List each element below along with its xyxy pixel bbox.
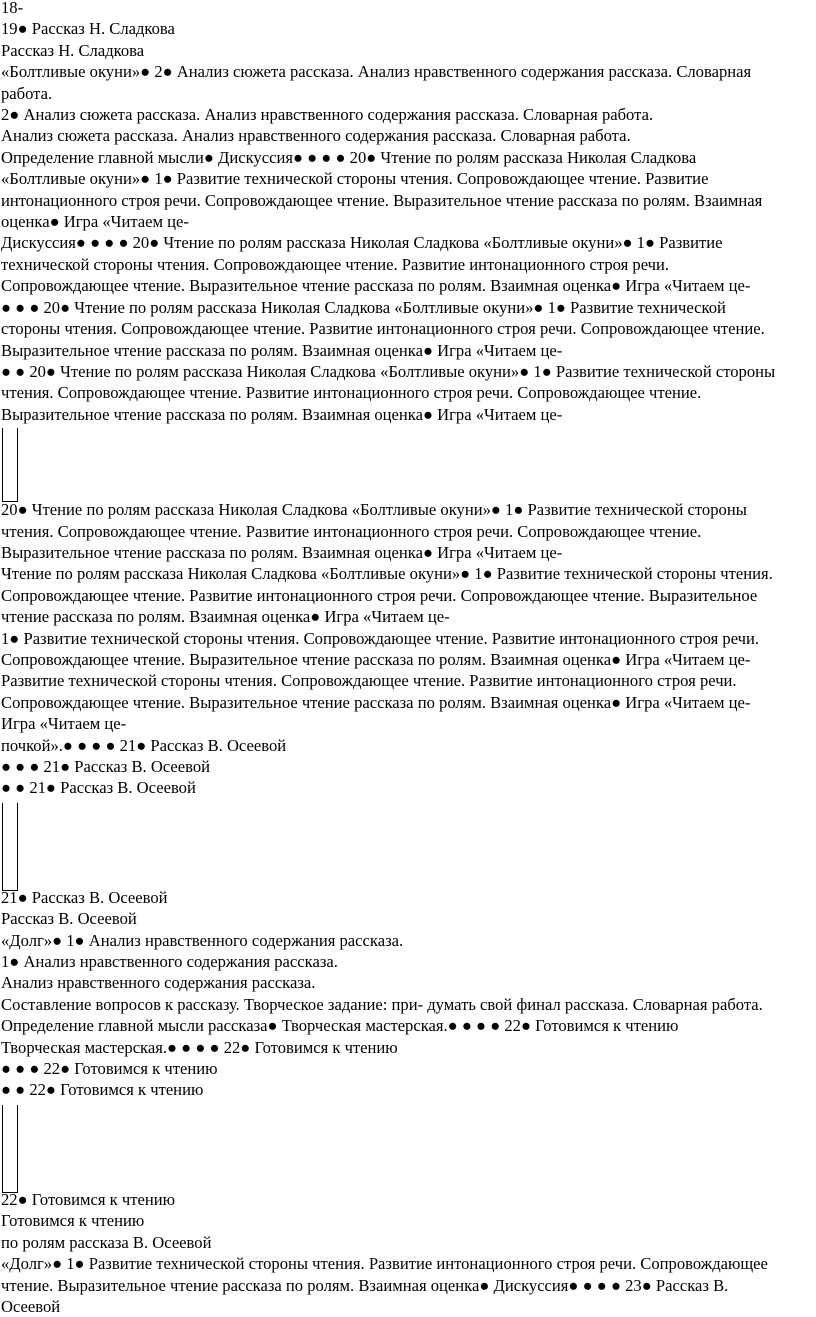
text-line: почкой».● ● ● ● 21● Рассказ В. Осеевой: [1, 735, 287, 755]
text-line: чтения. Сопровождающее чтение. Развитие интонационного строя речи. Сопровождающее чтение.: [1, 383, 702, 403]
text-line: 18-: [1, 0, 24, 17]
text-line: Определение главной мысли● Дискуссия● ● ● ● 20● Чтение по ролям рассказа Николая Сладкова: [1, 147, 697, 167]
text-line: Сопровождающее чтение. Выразительное чтение рассказа по ролям. Взаимная оценка● Игра «Читаем це-: [1, 692, 751, 712]
text-line: ● ● ● 22● Готовимся к чтению: [1, 1059, 218, 1079]
text-line: Дискуссия● ● ● ● 20● Чтение по ролям рассказа Николая Сладкова «Болтливые окуни»● 1● Развитие: [1, 233, 723, 253]
text-line: «Болтливые окуни»● 2● Анализ сюжета рассказа. Анализ нравственного содержания рассказа. Словарная: [1, 62, 752, 82]
text-line: ● ● ● 21● Рассказ В. Осеевой: [1, 757, 211, 776]
table-cell-border: [2, 803, 18, 891]
text-line: 22● Готовимся к чтению: [1, 1189, 175, 1209]
text-line: Рассказ Н. Сладкова: [1, 40, 145, 60]
text-line: 1● Развитие технической стороны чтения. Сопровождающее чтение. Развитие интонационного строя речи.: [1, 628, 760, 648]
text-line: ● ● 21● Рассказ В. Осеевой: [1, 778, 196, 798]
text-line: стороны чтения. Сопровождающее чтение. Развитие интонационного строя речи. Сопровождающее чтение.: [1, 319, 765, 339]
text-line: Осеевой: [1, 1296, 61, 1316]
text-line: 21● Рассказ В. Осеевой: [1, 887, 168, 907]
text-line: технической стороны чтения. Сопровождающее чтение. Развитие интонационного строя речи.: [1, 254, 670, 274]
text-line: интонационного строя речи. Сопровождающее чтение. Выразительное чтение рассказа по ролям. Взаимная: [1, 190, 763, 210]
text-line: Сопровождающее чтение. Развитие интонационного строя речи. Сопровождающее чтение. Выразительное: [1, 585, 758, 605]
text-line: «Болтливые окуни»● 1● Развитие технической стороны чтения. Сопровождающее чтение. Развитие: [1, 169, 709, 189]
text-line: Чтение по ролям рассказа Николая Сладкова «Болтливые окуни»● 1● Развитие технической стороны чтения.: [1, 564, 773, 584]
text-line: Анализ сюжета рассказа. Анализ нравственного содержания рассказа. Словарная работа.: [1, 126, 631, 146]
text-line: чтение рассказа по ролям. Взаимная оценка● Игра «Читаем це-: [1, 607, 450, 627]
text-line: Готовимся к чтению: [1, 1211, 145, 1231]
text-line: «Долг»● 1● Развитие технической стороны чтения. Развитие интонационного строя речи. Сопровождающее: [1, 1254, 768, 1274]
text-line: Выразительное чтение рассказа по ролям. Взаимная оценка● Игра «Читаем це-: [1, 340, 563, 360]
text-line: 19● Рассказ Н. Сладкова: [1, 19, 175, 39]
text-line: 2● Анализ сюжета рассказа. Анализ нравственного содержания рассказа. Словарная работа.: [1, 105, 654, 125]
text-line: Составление вопросов к рассказу. Творческое задание: при- думать свой финал рассказа. Словарная работа.: [1, 994, 763, 1014]
text-line: Сопровождающее чтение. Выразительное чтение рассказа по ролям. Взаимная оценка● Игра «Читаем це-: [1, 649, 751, 669]
text-line: 1● Анализ нравственного содержания рассказа.: [1, 952, 338, 972]
text-line: ● ● ● 20● Чтение по ролям рассказа Николая Сладкова «Болтливые окуни»● 1● Развитие технической: [1, 297, 726, 317]
text-line: Развитие технической стороны чтения. Сопровождающее чтение. Развитие интонационного строя речи.: [1, 671, 737, 691]
text-line: работа.: [1, 83, 53, 103]
text-line: Игра «Читаем це-: [1, 714, 127, 734]
text-line: Творческая мастерская.● ● ● ● 22● Готовимся к чтению: [1, 1037, 398, 1057]
text-line: чтение. Выразительное чтение рассказа по ролям. Взаимная оценка● Дискуссия● ● ● ● 23● Рассказ В.: [1, 1275, 729, 1295]
text-line: Рассказ В. Осеевой: [1, 909, 137, 929]
text-line: «Долг»● 1● Анализ нравственного содержания рассказа.: [1, 930, 404, 950]
text-line: Анализ нравственного содержания рассказа.: [1, 973, 316, 993]
table-cell-border: [2, 428, 18, 502]
table-cell-border: [2, 1105, 18, 1193]
text-line: Определение главной мысли рассказа● Творческая мастерская.● ● ● ● 22● Готовимся к чтению: [1, 1016, 679, 1036]
text-line: 20● Чтение по ролям рассказа Николая Сладкова «Болтливые окуни»● 1● Развитие технической стороны: [1, 500, 747, 520]
text-line: чтения. Сопровождающее чтение. Развитие интонационного строя речи. Сопровождающее чтение.: [1, 521, 702, 541]
text-line: ● ● 22● Готовимся к чтению: [1, 1080, 204, 1100]
text-line: оценка● Игра «Читаем це-: [1, 212, 189, 232]
text-line: ● ● 20● Чтение по ролям рассказа Николая Сладкова «Болтливые окуни»● 1● Развитие технической стороны: [1, 361, 776, 381]
text-line: Выразительное чтение рассказа по ролям. Взаимная оценка● Игра «Читаем це-: [1, 542, 563, 562]
text-line: по ролям рассказа В. Осеевой: [1, 1232, 212, 1252]
text-line: Сопровождающее чтение. Выразительное чтение рассказа по ролям. Взаимная оценка● Игра «Читаем це-: [1, 276, 751, 296]
text-line: Выразительное чтение рассказа по ролям. Взаимная оценка● Игра «Читаем це-: [1, 404, 563, 424]
